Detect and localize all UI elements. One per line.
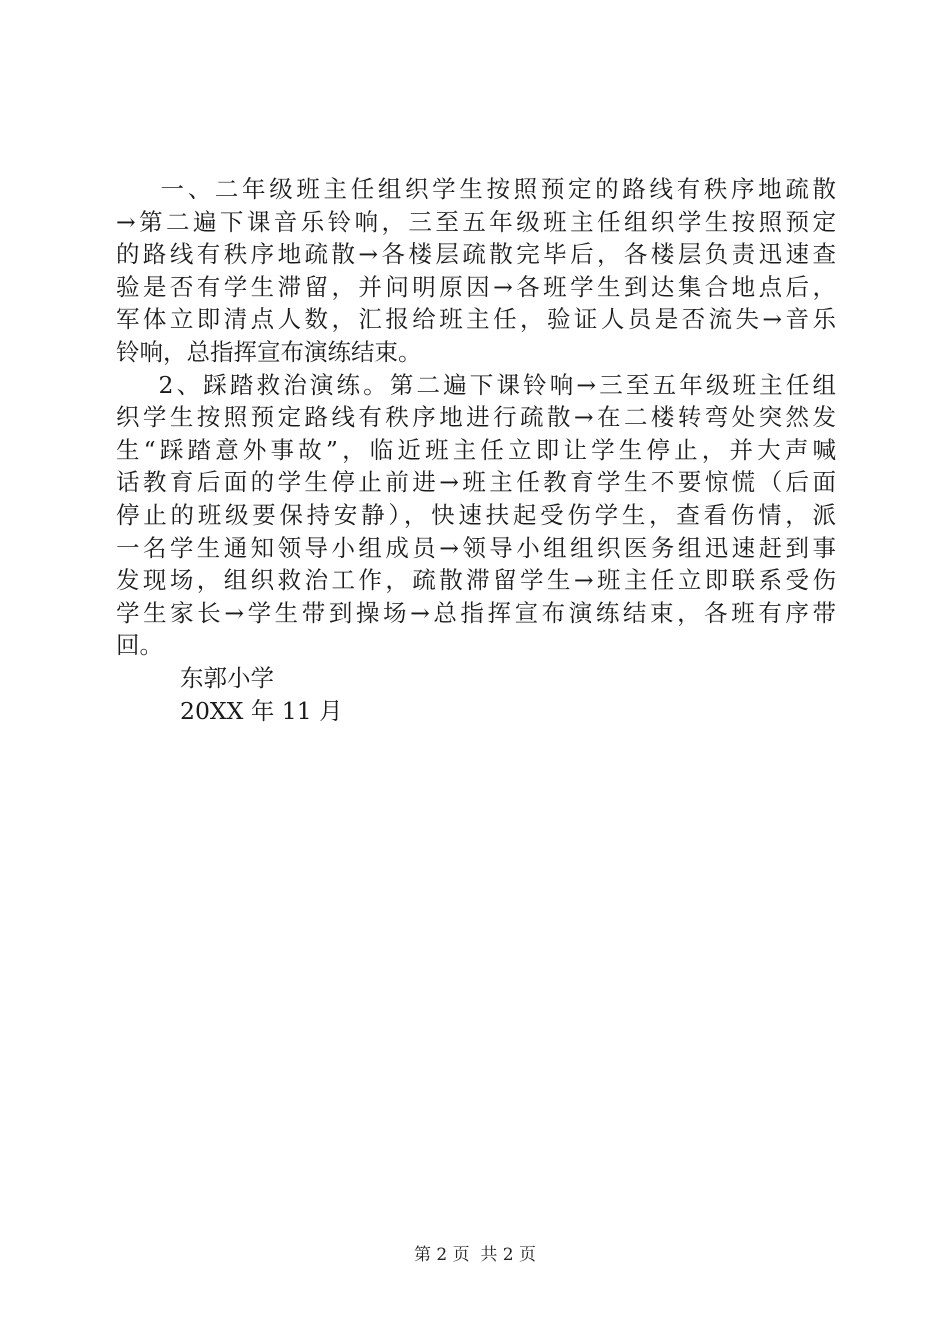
text-line: 军体立即清点人数，汇报给班主任，验证人员是否流失→音乐 (116, 305, 836, 334)
text-line: 一名学生通知领导小组成员→领导小组组织医务组迅速赶到事 (116, 533, 836, 562)
text-line: 停止的班级要保持安静），快速扶起受伤学生，查看伤情，派 (116, 500, 836, 529)
text-line: 一、二年级班主任组织学生按照预定的路线有秩序地疏散 (116, 175, 836, 203)
text-line: →第二遍下课音乐铃响，三至五年级班主任组织学生按照预定 (116, 207, 836, 236)
text-line: 铃响，总指挥宣布演练结束。 (116, 337, 422, 366)
paragraph-evacuation (116, 173, 836, 369)
text-line: 的路线有秩序地疏散→各楼层疏散完毕后，各楼层负责迅速查 (116, 240, 836, 269)
page-number-footer: 第 2 页 共 2 页 (413, 1245, 537, 1265)
document-body (116, 173, 836, 727)
document-date: 20XX 年 11 月 (180, 696, 343, 725)
text-line: 发现场，组织救治工作，疏散滞留学生→班主任立即联系受伤 (116, 566, 836, 595)
text-line: 织学生按照预定路线有秩序地进行疏散→在二楼转弯处突然发 (116, 403, 836, 432)
text-line: 生“踩踏意外事故”，临近班主任立即让学生停止，并大声喊 (116, 435, 836, 464)
text-line: 回。 (116, 631, 163, 660)
text-line: 学生家长→学生带到操场→总指挥宣布演练结束，各班有序带 (116, 598, 836, 627)
school-name: 东郭小学 (180, 663, 274, 692)
paragraph-stampede-drill (116, 369, 836, 662)
text-line: 2、踩踏救治演练。第二遍下课铃响→三至五年级班主任组 (116, 370, 836, 399)
text-line: 验是否有学生滞留，并问明原因→各班学生到达集合地点后， (116, 272, 836, 301)
text-line: 话教育后面的学生停止前进→班主任教育学生不要惊慌（后面 (116, 468, 836, 497)
